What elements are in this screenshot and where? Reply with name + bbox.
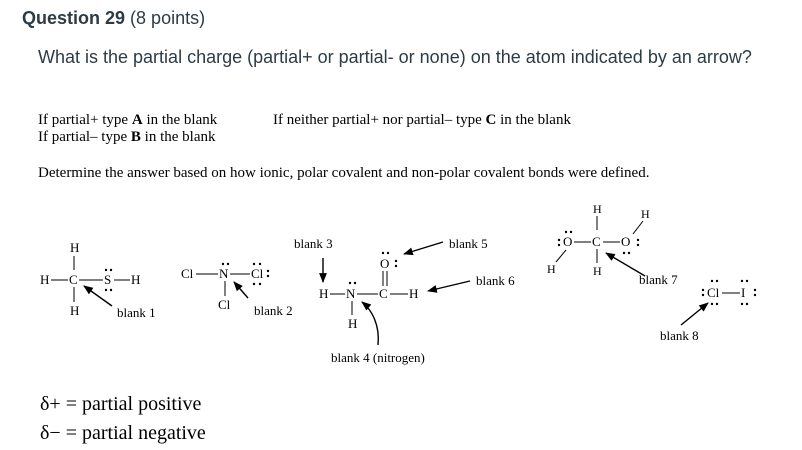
atom-h: H [593,264,602,278]
blank-1-label: blank 1 [117,305,156,320]
molecule-nitrogen-trichloride [181,263,293,318]
molecule-formamide [294,236,515,365]
atom-h: H [40,272,50,287]
atom-cl: Cl [218,297,231,312]
instruction-c: If neither partial+ nor partial– type C in the blank [273,112,571,128]
blank-7-label: blank 7 [639,272,678,287]
atom-c: C [592,234,601,249]
atom-o: O [621,234,631,249]
atom-h: H [593,202,602,216]
arrow-blank-4 [362,302,378,345]
question-header [22,8,205,29]
blank-8-label: blank 8 [660,328,699,343]
atom-i: I [741,285,746,300]
atom-h: H [70,303,80,318]
atom-o: O [380,256,390,271]
blank-3-label: blank 3 [294,236,333,251]
instruction-a: If partial+ type A in the blank [38,112,218,128]
molecule-iodine-monochloride [660,280,756,343]
blank-5-label: blank 5 [449,236,488,251]
atom-cl: Cl [707,285,720,300]
atom-n: N [219,266,229,281]
delta-minus-symbol: δ− [40,422,61,444]
atom-h: H [131,272,141,287]
atom-c: C [379,286,388,301]
arrow-blank-1 [84,286,112,306]
arrow-blank-8 [681,303,708,325]
atom-h: H [319,286,329,301]
legend-partial-positive [40,393,201,416]
arrow-blank-2 [234,282,248,298]
atom-h: H [348,316,358,331]
delta-minus-text: = partial negative [65,422,206,444]
delta-plus-symbol: δ+ [40,393,61,415]
legend-partial-negative [40,422,206,445]
instruction-determine: Determine the answer based on how ionic, polar covalent and non-polar covalent bonds were defined. [38,165,650,181]
atom-c: C [69,272,78,287]
atom-n: N [346,286,356,301]
atom-s: S [104,272,112,287]
atom-h: H [409,286,419,301]
delta-plus-text: = partial positive [65,393,202,415]
lewis-structures-figure [0,190,802,390]
question-points: (8 points) [130,8,206,28]
arrow-blank-6 [428,281,470,291]
atom-h: H [70,240,80,255]
molecule-methanethiol [40,240,156,320]
arrow-blank-5 [404,242,443,254]
question-title: Question 29 [22,8,126,28]
instruction-b: If partial– type B in the blank [38,129,216,145]
blank-2-label: blank 2 [254,303,293,318]
atom-h: H [547,262,556,276]
molecule-methanediol [547,202,678,287]
atom-cl: Cl [251,266,264,281]
blank-6-label: blank 6 [476,273,515,288]
atom-h: H [641,207,650,221]
atom-cl: Cl [181,266,194,281]
question-prompt: What is the partial charge (partial+ or partial- or none) on the atom indicated by an arrow? [38,47,752,67]
blank-4-label: blank 4 (nitrogen) [331,350,425,365]
atom-o: O [563,234,573,249]
